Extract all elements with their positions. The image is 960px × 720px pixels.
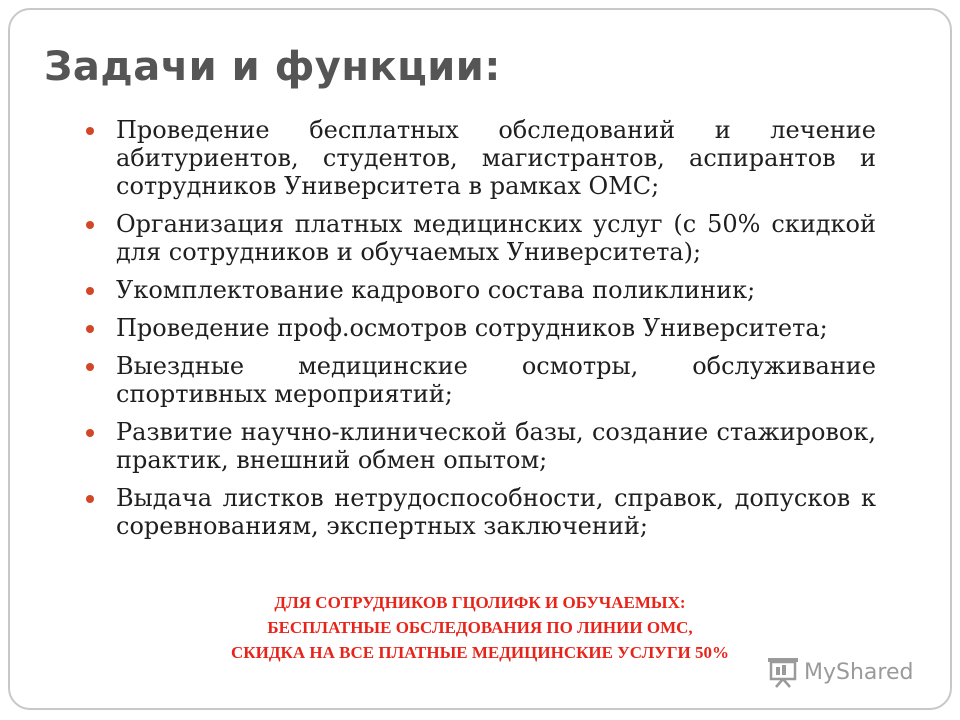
bullet-dot-icon [86, 495, 94, 503]
presentation-icon [766, 655, 800, 689]
list-item [86, 116, 876, 200]
watermark-text: MyShared [804, 659, 914, 685]
note-line: ДЛЯ СОТРУДНИКОВ ГЦОЛИФК И ОБУЧАЕМЫХ: [274, 593, 686, 612]
list-item [86, 352, 876, 408]
bullet-text: Развитие научно-клинической базы, создание стажировок, практик, внешний обмен опытом; [116, 418, 876, 474]
bullet-dot-icon [86, 363, 94, 371]
list-item [86, 314, 876, 342]
bullet-text: Проведение бесплатных обследований и лечение абитуриентов, студентов, магистрантов, аспирантов и сотрудников Университета в рамках ОМС; [116, 116, 876, 200]
bullet-text: Выездные медицинские осмотры, обслуживание спортивных мероприятий; [116, 352, 876, 408]
bullet-text: Проведение проф.осмотров сотрудников Университета; [116, 314, 828, 342]
slide-title: Задачи и функции: [44, 44, 501, 90]
list-item [86, 484, 876, 540]
bullet-text: Выдача листков нетрудоспособности, справок, допусков к соревнованиям, экспертных заключений; [116, 484, 876, 540]
list-item [86, 276, 876, 304]
bullet-dot-icon [86, 127, 94, 135]
note-line: СКИДКА НА ВСЕ ПЛАТНЫЕ МЕДИЦИНСКИЕ УСЛУГИ 50% [231, 643, 729, 662]
bullet-list [86, 116, 876, 550]
bullet-dot-icon [86, 325, 94, 333]
bullet-text: Укомплектование кадрового состава поликлиник; [116, 276, 756, 304]
bullet-dot-icon [86, 221, 94, 229]
discount-note [180, 590, 780, 665]
note-line: БЕСПЛАТНЫЕ ОБСЛЕДОВАНИЯ ПО ЛИНИИ ОМС, [267, 618, 693, 637]
bullet-dot-icon [86, 429, 94, 437]
watermark [766, 655, 913, 689]
bullet-text: Организация платных медицинских услуг (с 50% скидкой для сотрудников и обучаемых Университета); [116, 210, 876, 266]
list-item [86, 418, 876, 474]
bullet-dot-icon [86, 287, 94, 295]
list-item [86, 210, 876, 266]
